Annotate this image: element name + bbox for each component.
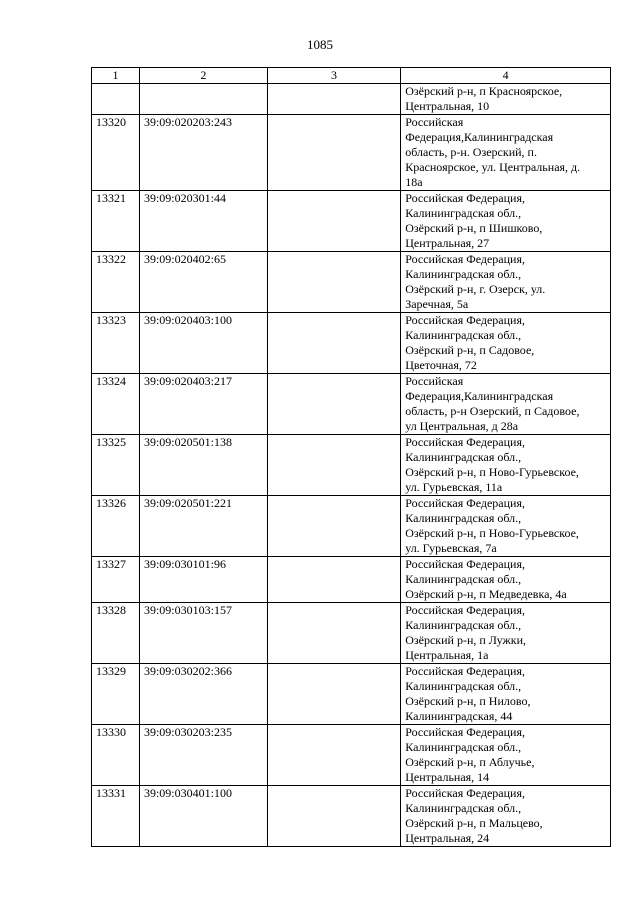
address-line: 18а	[405, 175, 423, 189]
column-3-cell	[267, 191, 400, 252]
address-line: область, р-н Озерский, п Садовое,	[405, 404, 580, 418]
address-cell	[401, 786, 611, 847]
address-line: Российская Федерация,	[405, 313, 525, 327]
address-line: Озёрский р-н, г. Озерск, ул.	[405, 282, 546, 296]
address-line: Центральная, 14	[405, 770, 490, 784]
address-cell	[401, 557, 611, 603]
row-number-cell: 13330	[92, 725, 140, 786]
address-cell	[401, 496, 611, 557]
row-number-cell: 13324	[92, 374, 140, 435]
address-line: Российская Федерация,	[405, 191, 525, 205]
address-line: Российская	[405, 115, 464, 129]
row-number-cell: 13326	[92, 496, 140, 557]
table-row	[92, 557, 611, 603]
row-number-cell: 13321	[92, 191, 140, 252]
row-number-cell: 13325	[92, 435, 140, 496]
row-number-cell: 13323	[92, 313, 140, 374]
registry-table	[91, 67, 611, 847]
column-3-cell	[267, 496, 400, 557]
header-row	[92, 68, 611, 84]
address-line: Центральная, 27	[405, 236, 490, 250]
row-number-cell: 13328	[92, 603, 140, 664]
column-3-cell	[267, 374, 400, 435]
address-line: Озёрский р-н, п Мальцево,	[405, 816, 543, 830]
address-line: Российская Федерация,	[405, 786, 525, 800]
cadastral-number-cell: 39:09:030203:235	[139, 725, 267, 786]
address-cell	[401, 435, 611, 496]
address-line: Озёрский р-н, п Лужки,	[405, 633, 527, 647]
address-line: Калининградская обл.,	[405, 801, 522, 815]
address-line: Федерация,Калининградская	[405, 389, 554, 403]
address-line: Российская Федерация,	[405, 725, 525, 739]
address-line: ул. Гурьевская, 7а	[405, 541, 497, 555]
column-3-cell	[267, 664, 400, 725]
address-cell	[401, 115, 611, 191]
address-line: Калининградская, 44	[405, 709, 513, 723]
address-line: Калининградская обл.,	[405, 267, 522, 281]
table-row	[92, 115, 611, 191]
cadastral-number-cell: 39:09:020301:44	[139, 191, 267, 252]
cadastral-number-cell: 39:09:020403:100	[139, 313, 267, 374]
table-row	[92, 603, 611, 664]
table-row	[92, 435, 611, 496]
row-number-cell: 13322	[92, 252, 140, 313]
address-line: Калининградская обл.,	[405, 572, 522, 586]
address-line: Калининградская обл.,	[405, 206, 522, 220]
address-line: Озёрский р-н, п Садовое,	[405, 343, 535, 357]
address-line: Российская Федерация,	[405, 435, 525, 449]
row-number-cell: 13331	[92, 786, 140, 847]
address-cell	[401, 252, 611, 313]
table-row	[92, 496, 611, 557]
address-line: Центральная, 10	[405, 99, 490, 113]
address-cell	[401, 313, 611, 374]
table-body	[92, 84, 611, 847]
address-line: Озёрский р-н, п Нилово,	[405, 694, 531, 708]
page-number: 1085	[307, 37, 333, 52]
table-row	[92, 84, 611, 115]
table-row	[92, 191, 611, 252]
address-cell	[401, 725, 611, 786]
table-row	[92, 786, 611, 847]
cadastral-number-cell	[139, 84, 267, 115]
address-line: Красноярское, ул. Центральная, д.	[405, 160, 581, 174]
column-header-3: 3	[267, 68, 400, 84]
address-line: Российская Федерация,	[405, 252, 525, 266]
cadastral-number-cell: 39:09:020501:221	[139, 496, 267, 557]
address-line: Озёрский р-н, п Шишково,	[405, 221, 543, 235]
column-header-2: 2	[139, 68, 267, 84]
cadastral-number-cell: 39:09:030101:96	[139, 557, 267, 603]
address-line: Озёрский р-н, п Красноярское,	[405, 84, 563, 98]
row-number-cell	[92, 84, 140, 115]
address-cell	[401, 603, 611, 664]
address-line: Российская Федерация,	[405, 557, 525, 571]
row-number-cell: 13329	[92, 664, 140, 725]
address-line: Цветочная, 72	[405, 358, 477, 372]
column-3-cell	[267, 603, 400, 664]
cadastral-number-cell: 39:09:020203:243	[139, 115, 267, 191]
column-3-cell	[267, 84, 400, 115]
address-line: Российская Федерация,	[405, 496, 525, 510]
table-row	[92, 664, 611, 725]
cadastral-number-cell: 39:09:030202:366	[139, 664, 267, 725]
column-3-cell	[267, 557, 400, 603]
column-3-cell	[267, 435, 400, 496]
column-3-cell	[267, 252, 400, 313]
column-3-cell	[267, 786, 400, 847]
address-line: Калининградская обл.,	[405, 450, 522, 464]
address-line: Центральная, 24	[405, 831, 490, 845]
cadastral-number-cell: 39:09:030401:100	[139, 786, 267, 847]
address-line: Калининградская обл.,	[405, 740, 522, 754]
table-row	[92, 252, 611, 313]
address-cell	[401, 374, 611, 435]
column-3-cell	[267, 115, 400, 191]
column-header-1: 1	[92, 68, 140, 84]
address-line: Озёрский р-н, п Медведевка, 4а	[405, 587, 567, 601]
cadastral-number-cell: 39:09:020402:65	[139, 252, 267, 313]
column-3-cell	[267, 313, 400, 374]
cadastral-number-cell: 39:09:020501:138	[139, 435, 267, 496]
table-row	[92, 374, 611, 435]
address-line: ул Центральная, д 28а	[405, 419, 519, 433]
address-line: Озёрский р-н, п Ново-Гурьевское,	[405, 526, 579, 540]
cadastral-number-cell: 39:09:020403:217	[139, 374, 267, 435]
address-line: Озёрский р-н, п Ново-Гурьевское,	[405, 465, 579, 479]
row-number-cell: 13320	[92, 115, 140, 191]
address-line: Российская Федерация,	[405, 603, 525, 617]
address-line: Калининградская обл.,	[405, 511, 522, 525]
address-cell	[401, 191, 611, 252]
address-line: Российская	[405, 374, 464, 388]
address-line: Заречная, 5а	[405, 297, 469, 311]
address-line: Калининградская обл.,	[405, 679, 522, 693]
address-line: область, р-н. Озерский, п.	[405, 145, 537, 159]
address-line: Центральная, 1а	[405, 648, 489, 662]
address-cell	[401, 84, 611, 115]
address-cell	[401, 664, 611, 725]
row-number-cell: 13327	[92, 557, 140, 603]
address-line: Калининградская обл.,	[405, 618, 522, 632]
column-header-4: 4	[401, 68, 611, 84]
address-line: ул. Гурьевская, 11а	[405, 480, 503, 494]
column-3-cell	[267, 725, 400, 786]
table-row	[92, 725, 611, 786]
table-row	[92, 313, 611, 374]
address-line: Федерация,Калининградская	[405, 130, 554, 144]
cadastral-number-cell: 39:09:030103:157	[139, 603, 267, 664]
address-line: Озёрский р-н, п Аблучье,	[405, 755, 535, 769]
address-line: Российская Федерация,	[405, 664, 525, 678]
address-line: Калининградская обл.,	[405, 328, 522, 342]
